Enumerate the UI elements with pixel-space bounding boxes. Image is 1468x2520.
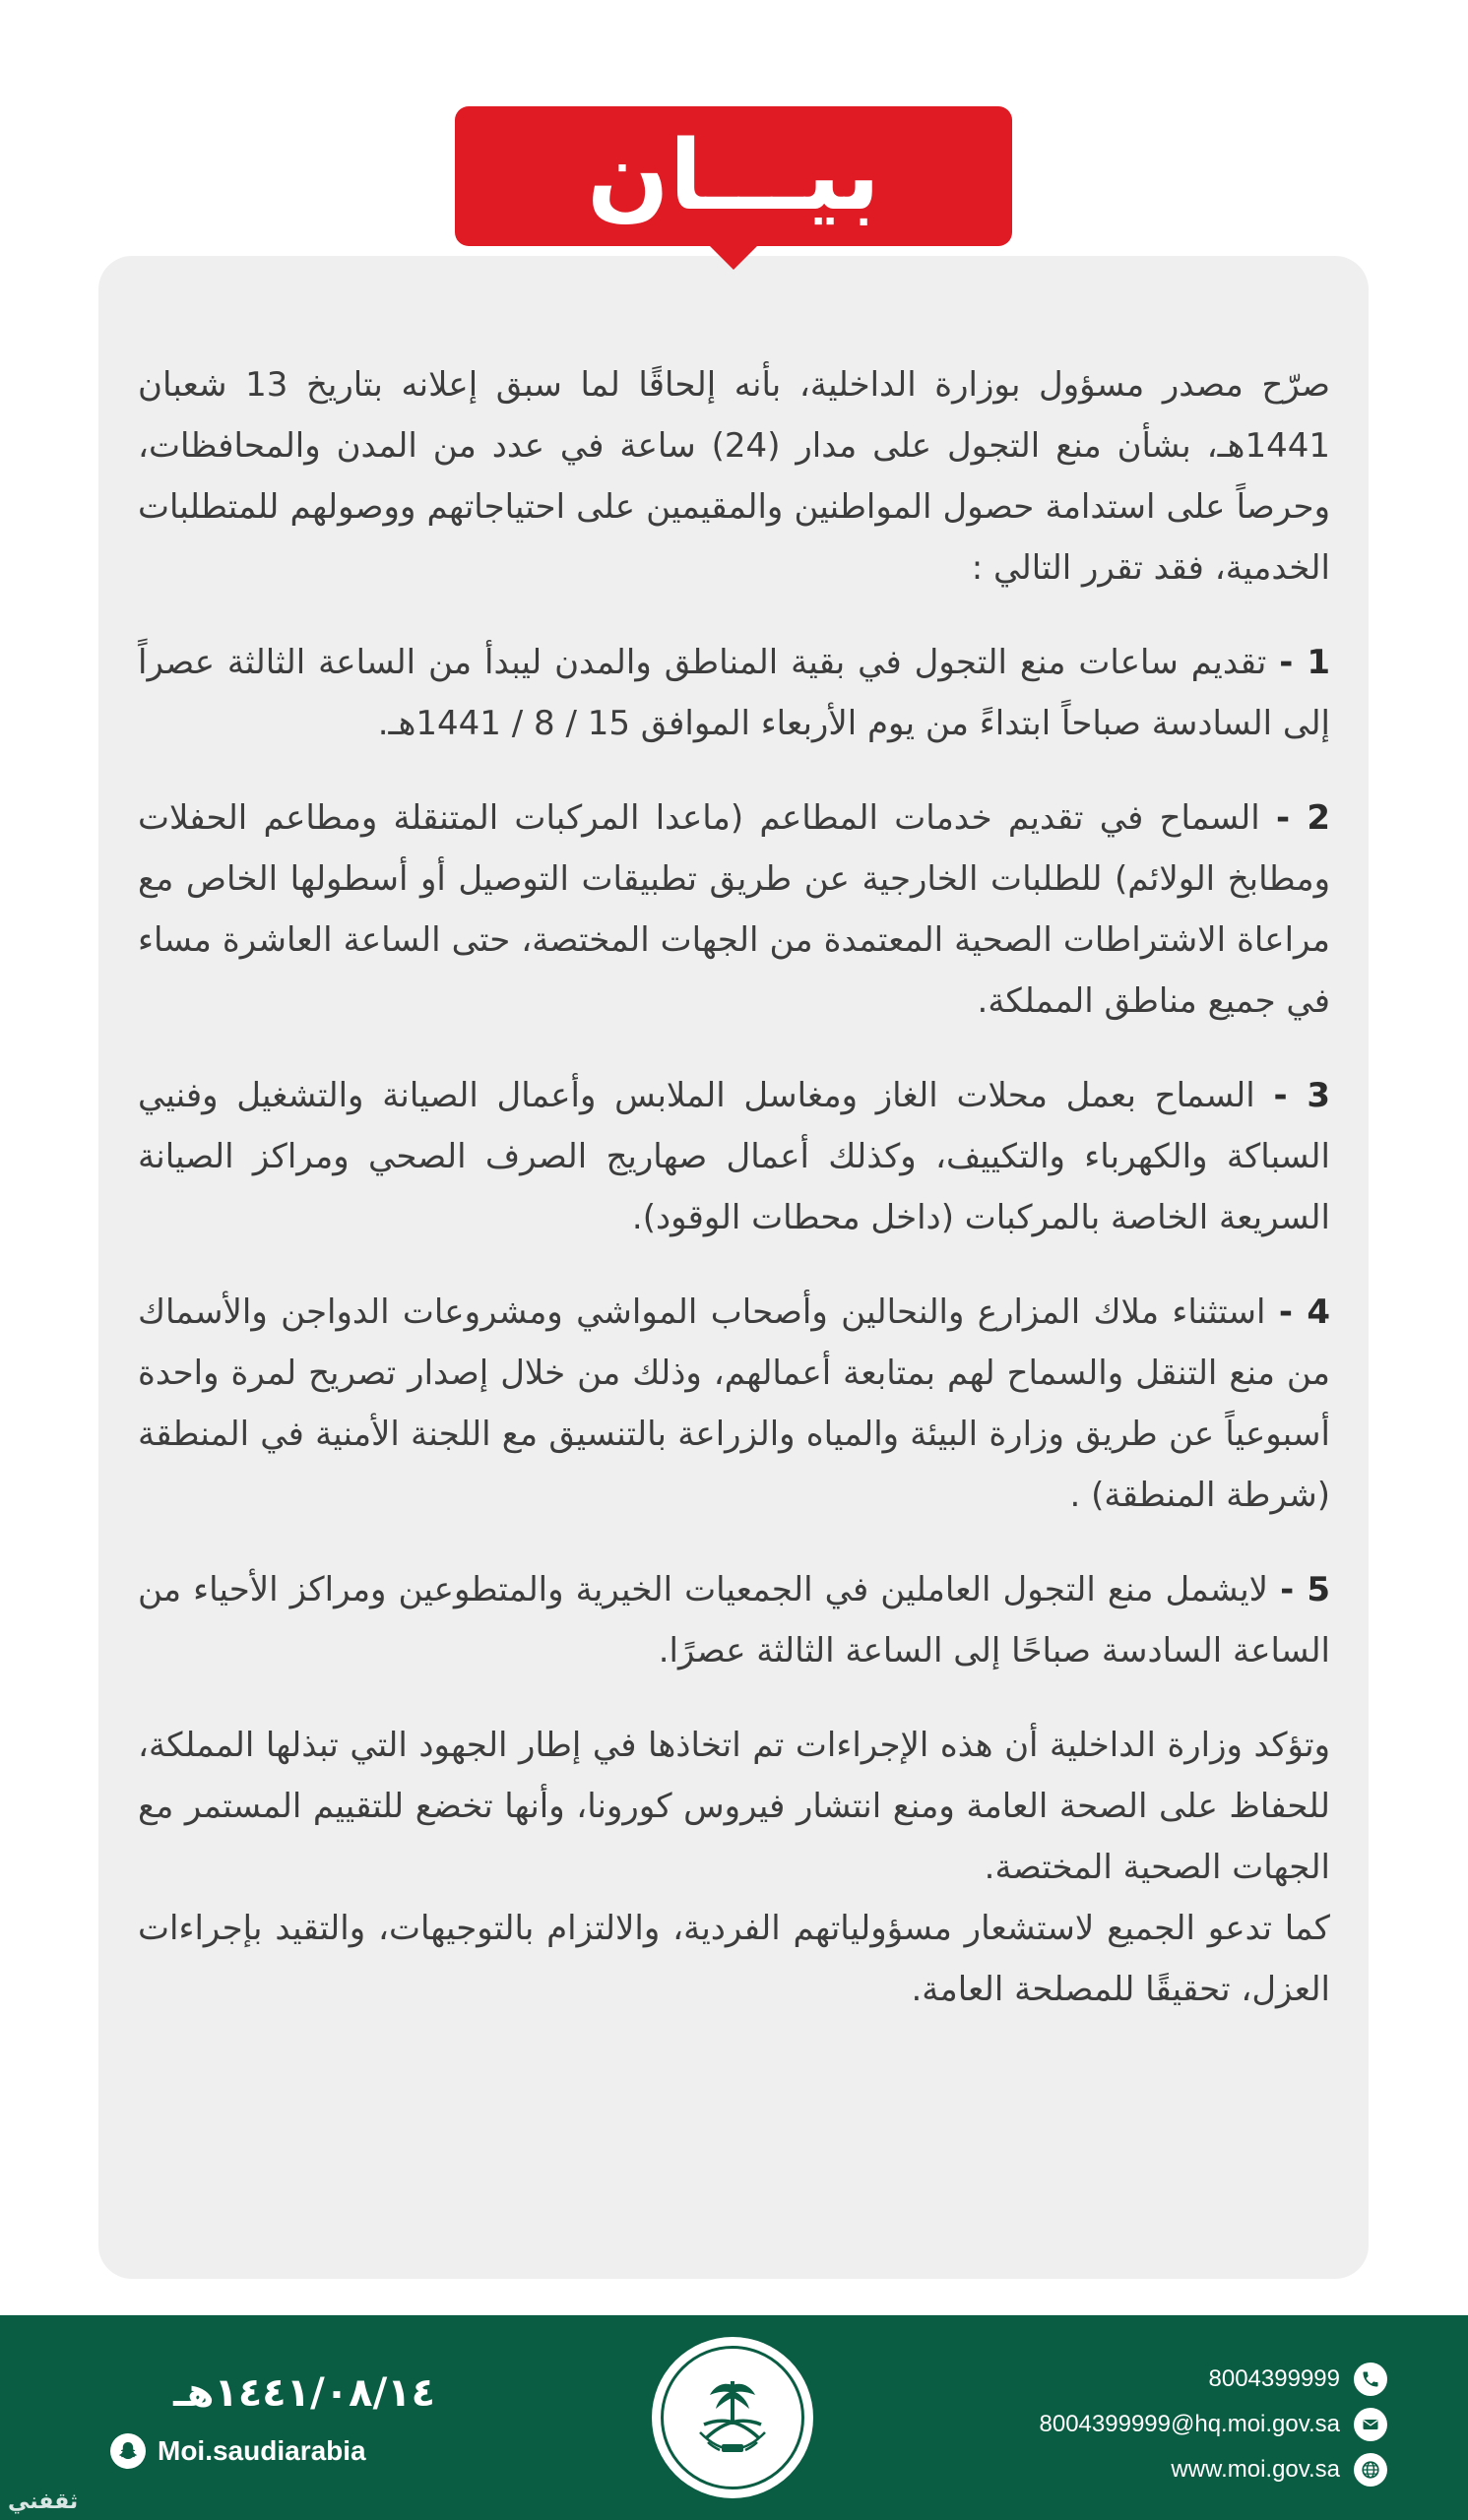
item-number: 2 - <box>1275 798 1330 838</box>
social-link[interactable] <box>110 2433 435 2469</box>
website-url: www.moi.gov.sa <box>1171 2456 1340 2483</box>
item-number: 5 - <box>1280 1570 1330 1609</box>
contact-website[interactable] <box>1040 2453 1387 2487</box>
mail-icon <box>1354 2408 1387 2441</box>
snapchat-ghost-icon <box>110 2433 146 2469</box>
list-item <box>138 1282 1330 1526</box>
palm-and-swords-icon <box>678 2363 787 2472</box>
list-item <box>138 632 1330 754</box>
list-item <box>138 788 1330 1032</box>
contact-email[interactable] <box>1040 2408 1387 2441</box>
footer-date: ١٤٤١/٠٨/١٤هـ <box>173 2370 435 2416</box>
item-text: تقديم ساعات منع التجول في بقية المناطق والمدن ليبدأ من الساعة الثالثة عصراً إلى السادسة صباحاً ابتداءً من يوم الأربعاء الموافق 15 / 8 / 1441هـ. <box>138 643 1330 743</box>
closing-paragraph: وتؤكد وزارة الداخلية أن هذه الإجراءات تم اتخاذها في إطار الجهود التي تبذلها المملكة، للحفاظ على الصحة العامة ومنع انتشار فيروس كورونا، وأنها تخضع للتقييم المستمر مع الجهات الصحية المختصة. <box>138 1726 1330 1887</box>
social-handle: Moi.saudiarabia <box>158 2435 366 2466</box>
item-text: استثناء ملاك المزارع والنحالين وأصحاب المواشي ومشروعات الدواجن والأسماك من منع التنقل والسماح لهم بمتابعة أعمالهم، وذلك من خلال إصدار تصريح لمرة واحدة أسبوعياً عن طريق وزارة البيئة والمياه والزراعة بالتنسيق مع اللجنة الأمنية في المنطقة (شرطة المنطقة) . <box>138 1292 1330 1515</box>
contact-phone[interactable] <box>1040 2362 1387 2396</box>
title-badge <box>455 106 1012 246</box>
item-number: 3 - <box>1273 1076 1330 1115</box>
intro-paragraph: صرّح مصدر مسؤول بوزارة الداخلية، بأنه إلحاقًا لما سبق إعلانه بتاريخ 13 شعبان 1441هـ، بشأن منع التجول على مدار (24) ساعة في عدد من المدن والمحافظات، وحرصاً على استدامة حصول المواطنين والمقيمين على احتياجاتهم ووصولهم للمتطلبات الخدمية، فقد تقرر التالي : <box>138 365 1330 588</box>
item-number: 1 - <box>1279 643 1330 682</box>
statement-body <box>138 354 1330 2053</box>
emblem-ring <box>661 2346 804 2489</box>
contact-list <box>1040 2362 1387 2487</box>
closing-paragraph: كما تدعو الجميع لاستشعار مسؤولياتهم الفردية، والالتزام بالتوجيهات، والتقيد بإجراءات العزل، تحقيقًا للمصلحة العامة. <box>138 1909 1330 2009</box>
footer-bar <box>0 2315 1468 2520</box>
item-text: لايشمل منع التجول العاملين في الجمعيات الخيرية والمتطوعين ومراكز الأحياء من الساعة السادسة صباحًا إلى الساعة الثالثة عصرًا. <box>138 1570 1330 1670</box>
item-text: السماح بعمل محلات الغاز ومغاسل الملابس وأعمال الصيانة والتشغيل وفنيي السباكة والكهرباء والتكييف، وكذلك أعمال صهاريج الصرف الصحي ومراكز الصيانة السريعة الخاصة بالمركبات (داخل محطات الوقود). <box>138 1076 1330 1237</box>
list-item <box>138 1065 1330 1248</box>
list-item <box>138 1559 1330 1681</box>
email-address: 8004399999@hq.moi.gov.sa <box>1039 2411 1340 2437</box>
item-text: السماح في تقديم خدمات المطاعم (ماعدا المركبات المتنقلة ومطاعم الحفلات ومطابخ الولائم) للطلبات الخارجية عن طريق تطبيقات التوصيل أو أسطولها الخاص مع مراعاة الاشتراطات الصحية المعتمدة من الجهات المختصة، حتى الساعة العاشرة مساء في جميع مناطق المملكة. <box>138 798 1330 1021</box>
phone-icon <box>1354 2362 1387 2396</box>
item-number: 4 - <box>1278 1292 1330 1332</box>
globe-icon <box>1354 2453 1387 2487</box>
page-title: بيـــان <box>587 120 880 232</box>
footer-meta <box>110 2370 435 2469</box>
watermark-logo: ثقفني <box>8 2489 79 2514</box>
ministry-emblem <box>652 2337 813 2498</box>
phone-number: 8004399999 <box>1208 2365 1340 2392</box>
